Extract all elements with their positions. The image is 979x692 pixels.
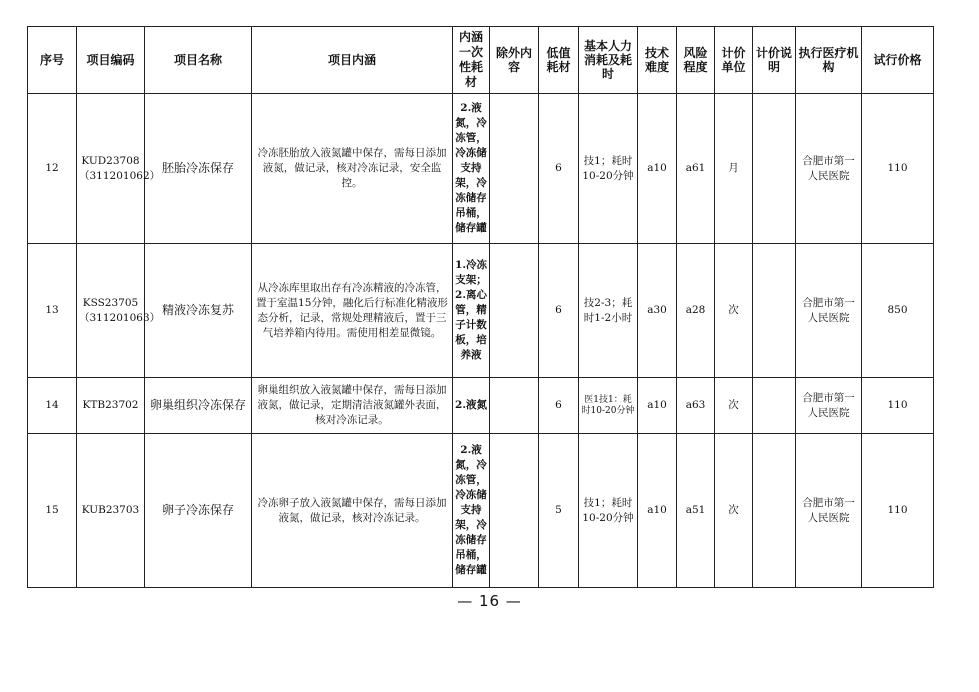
header-low-value: 低值耗材 xyxy=(539,27,579,94)
header-content: 项目内涵 xyxy=(252,27,453,94)
cell-seq: 12 xyxy=(28,94,77,244)
header-seq: 序号 xyxy=(28,27,77,94)
cell-seq: 13 xyxy=(28,244,77,378)
cell-content: 冷冻胚胎放入液氮罐中保存，需每日添加液氮，做记录，核对冷冻记录，安全监控。 xyxy=(252,94,453,244)
header-row xyxy=(28,27,934,94)
header-price: 试行价格 xyxy=(862,27,934,94)
cell-content: 冷冻卵子放入液氮罐中保存，需每日添加液氮，做记录，核对冷冻记录。 xyxy=(252,434,453,588)
cell-price: 110 xyxy=(862,434,934,588)
cell-note xyxy=(753,434,796,588)
pricing-table xyxy=(27,26,934,588)
cell-low-value: 5 xyxy=(539,434,579,588)
cell-low-value: 6 xyxy=(539,94,579,244)
cell-labor: 技2-3；耗时1-2小时 xyxy=(579,244,638,378)
cell-excluded xyxy=(490,378,539,434)
cell-price: 110 xyxy=(862,378,934,434)
header-excluded: 除外内容 xyxy=(490,27,539,94)
table-row xyxy=(28,378,934,434)
cell-note xyxy=(753,244,796,378)
cell-content: 从冷冻库里取出存有冷冻精液的冷冻管，置于室温15分钟，融化后行标准化精液形态分析，记录，常规处理精液后，置于三气培养箱内待用。需使用相差显微镜。 xyxy=(252,244,453,378)
cell-institution: 合肥市第一人民医院 xyxy=(796,244,862,378)
header-tech: 技术难度 xyxy=(638,27,677,94)
cell-risk: a28 xyxy=(677,244,715,378)
cell-name: 精液冷冻复苏 xyxy=(145,244,252,378)
cell-unit: 次 xyxy=(715,244,753,378)
cell-consumables: 1.冷冻支架；2.离心管，精子计数板，培养液 xyxy=(453,244,490,378)
cell-labor: 技1；耗时10-20分钟 xyxy=(579,94,638,244)
cell-institution: 合肥市第一人民医院 xyxy=(796,94,862,244)
cell-tech: a10 xyxy=(638,378,677,434)
cell-risk: a51 xyxy=(677,434,715,588)
cell-institution: 合肥市第一人民医院 xyxy=(796,434,862,588)
cell-institution: 合肥市第一人民医院 xyxy=(796,378,862,434)
cell-tech: a10 xyxy=(638,434,677,588)
cell-seq: 14 xyxy=(28,378,77,434)
cell-name: 卵巢组织冷冻保存 xyxy=(145,378,252,434)
header-name: 项目名称 xyxy=(145,27,252,94)
cell-note xyxy=(753,94,796,244)
cell-code: KTB23702 xyxy=(77,378,145,434)
cell-code: KUD23708（311201062） xyxy=(77,94,145,244)
cell-labor: 技1；耗时10-20分钟 xyxy=(579,434,638,588)
cell-excluded xyxy=(490,94,539,244)
cell-excluded xyxy=(490,244,539,378)
cell-name: 胚胎冷冻保存 xyxy=(145,94,252,244)
cell-consumables: 2.液氮，冷冻管，冷冻储支持架，冷冻储存吊桶，储存罐 xyxy=(453,434,490,588)
cell-low-value: 6 xyxy=(539,244,579,378)
header-consumables: 内涵一次性耗材 xyxy=(453,27,490,94)
cell-risk: a63 xyxy=(677,378,715,434)
table-row xyxy=(28,434,934,588)
cell-content: 卵巢组织放入液氮罐中保存，需每日添加液氮，做记录，定期清洁液氮罐外表面，核对冷冻记录。 xyxy=(252,378,453,434)
cell-seq: 15 xyxy=(28,434,77,588)
table-row xyxy=(28,244,934,378)
cell-name: 卵子冷冻保存 xyxy=(145,434,252,588)
cell-price: 110 xyxy=(862,94,934,244)
cell-unit: 月 xyxy=(715,94,753,244)
header-labor: 基本人力消耗及耗时 xyxy=(579,27,638,94)
table-row xyxy=(28,94,934,244)
cell-unit: 次 xyxy=(715,378,753,434)
cell-code: KSS23705（311201063） xyxy=(77,244,145,378)
page-number: — 16 — xyxy=(457,592,522,610)
cell-consumables: 2.液氮，冷冻管，冷冻储支持架，冷冻储存吊桶，储存罐 xyxy=(453,94,490,244)
header-note: 计价说明 xyxy=(753,27,796,94)
header-unit: 计价单位 xyxy=(715,27,753,94)
header-code: 项目编码 xyxy=(77,27,145,94)
cell-low-value: 6 xyxy=(539,378,579,434)
cell-unit: 次 xyxy=(715,434,753,588)
header-risk: 风险程度 xyxy=(677,27,715,94)
cell-risk: a61 xyxy=(677,94,715,244)
cell-code: KUB23703 xyxy=(77,434,145,588)
cell-consumables: 2.液氮 xyxy=(453,378,490,434)
cell-tech: a30 xyxy=(638,244,677,378)
cell-labor: 医1技1：耗时10-20分钟 xyxy=(579,378,638,434)
cell-price: 850 xyxy=(862,244,934,378)
cell-tech: a10 xyxy=(638,94,677,244)
cell-note xyxy=(753,378,796,434)
cell-excluded xyxy=(490,434,539,588)
header-institution: 执行医疗机构 xyxy=(796,27,862,94)
